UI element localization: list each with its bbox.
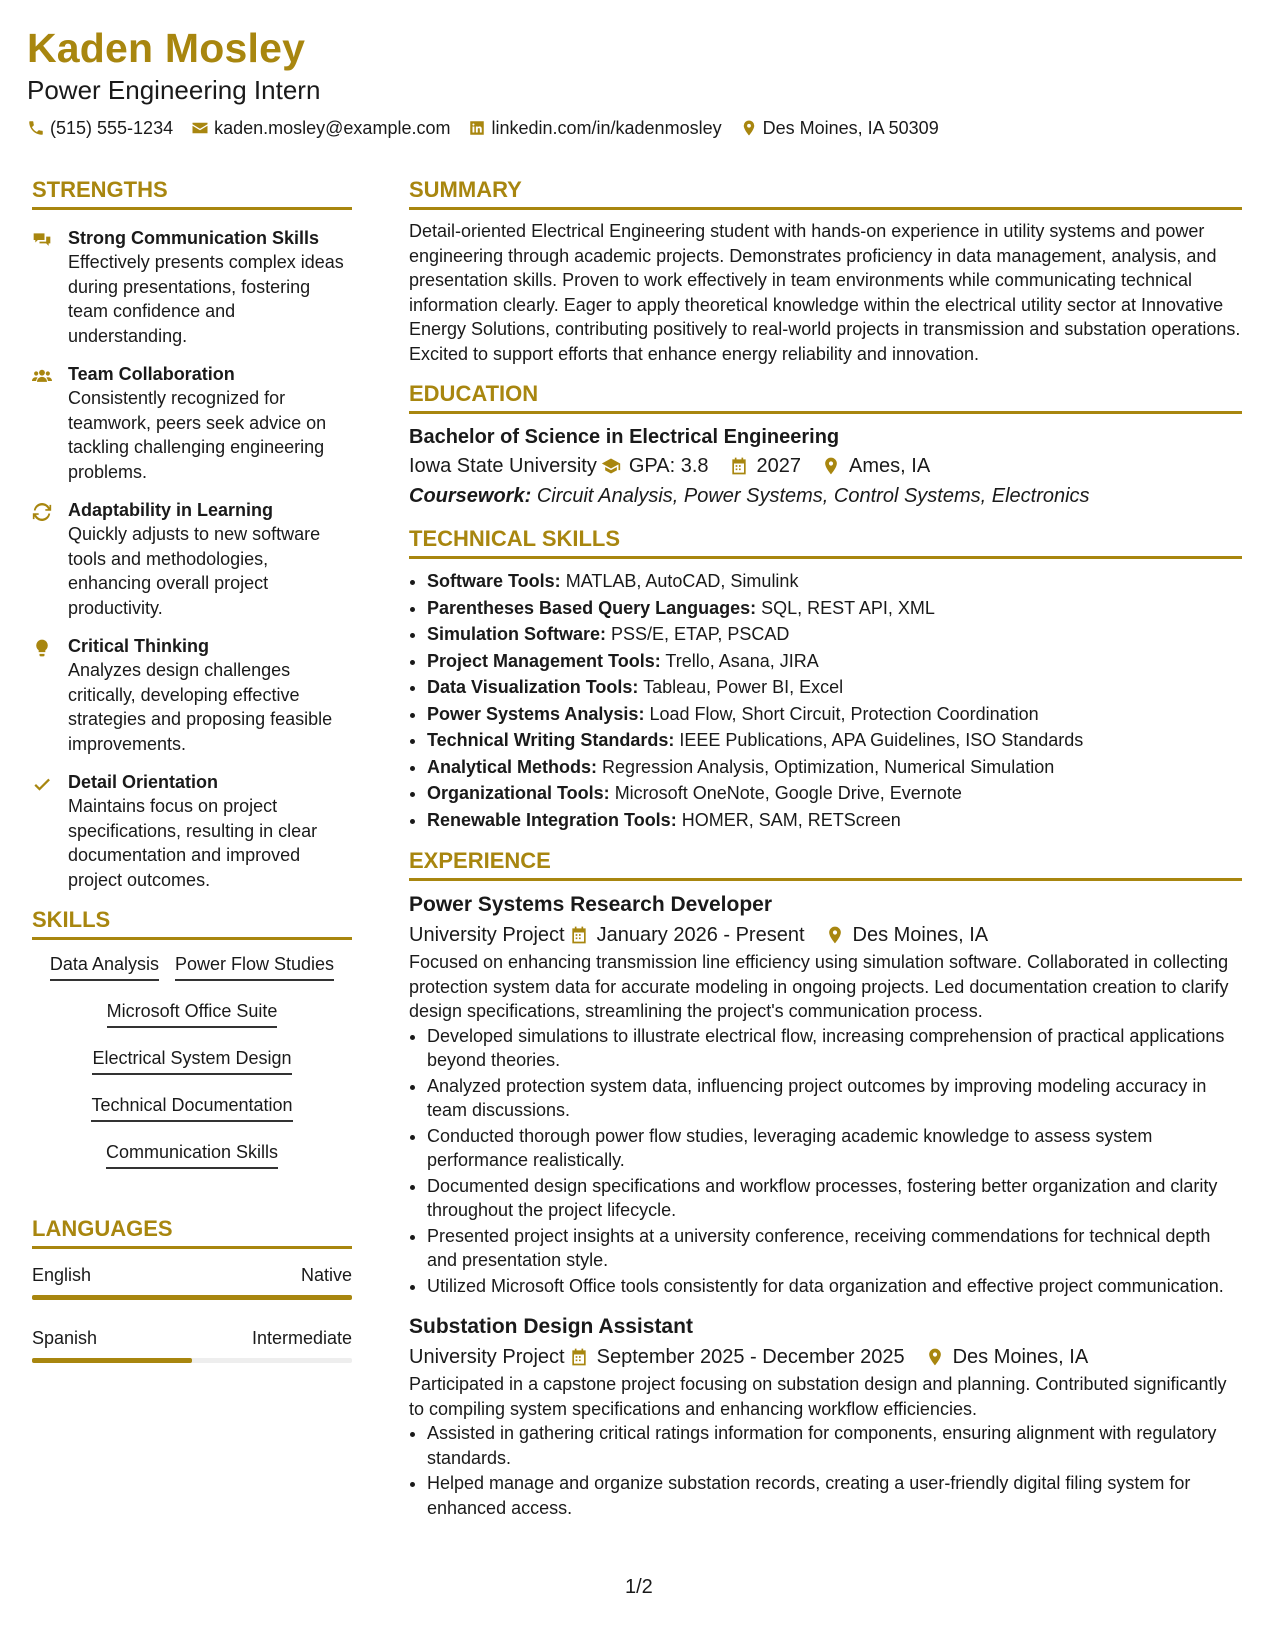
job-entry [409,1312,1242,1520]
language-level: Intermediate [251,1328,352,1348]
experience-heading: EXPERIENCE [409,847,1242,881]
contact-linkedin[interactable] [468,116,721,140]
skills-heading: SKILLS [32,906,352,940]
job-bullet: • Analyzed protection system data, influencing project outcomes by improving modeling accuracy in team discussions. [427,1074,1242,1123]
candidate-name: Kaden Mosley [27,25,306,71]
resume-header [27,22,1248,140]
strength-title: Critical Thinking [68,636,210,656]
skill-tag: Technical Documentation [91,1093,292,1122]
tech-skill-value: Load Flow, Short Circuit, Protection Coordination [649,703,1039,724]
comments-icon [32,230,52,250]
skill-tag: Electrical System Design [92,1046,291,1075]
skill-tag: Data Analysis [50,952,159,981]
tech-skill-item [427,701,1242,728]
job-bullets [409,1421,1242,1520]
language-name: Spanish [32,1328,98,1348]
job-org: University Project [409,1346,565,1368]
job-summary: Focused on enhancing transmission line efficiency using simulation software. Collaborated in collecting protection system data for accurate modeling in ongoing projects. Led documentation creation to clarify design specifications, streamlining the project's communication process. [409,952,1229,1021]
graduation-cap-icon [601,456,621,476]
tech-skill-item [427,780,1242,807]
job-bullet: • Documented design specifications and workflow processes, fostering better organization and clarity throughout the project lifecycle. [427,1174,1242,1223]
map-pin-icon [825,925,845,945]
tech-skill-item [427,727,1242,754]
school-name: Iowa State University [409,455,597,477]
strength-desc: Maintains focus on project specifications, resulting in clear documentation and improved project outcomes. [68,796,318,890]
job-bullet: • Helped manage and organize substation records, creating a user-friendly digital filing system for enhanced access. [427,1471,1242,1520]
tech-skill-value: Regression Analysis, Optimization, Numerical Simulation [602,756,1055,777]
tech-skill-label: Renewable Integration Tools: [427,809,677,830]
tech-skill-label: Project Management Tools: [427,650,661,671]
job-meta [409,1342,1242,1372]
summary-heading: SUMMARY [409,176,1242,210]
tech-skill-label: Technical Writing Standards: [427,730,675,750]
education-heading: EDUCATION [409,380,1242,414]
tech-skill-value: MATLAB, AutoCAD, Simulink [565,571,799,591]
school-location: Ames, IA [849,455,931,477]
location-text: Des Moines, IA 50309 [762,118,939,138]
email-text[interactable]: kaden.mosley@example.com [214,118,451,138]
coursework [409,481,1242,511]
tech-skill-label: Analytical Methods: [427,756,598,777]
contact-phone [27,116,173,140]
job-org: University Project [409,924,565,946]
tech-skill-value: Tableau, Power BI, Excel [643,677,844,697]
tech-skill-value: IEEE Publications, APA Guidelines, ISO Standards [679,730,1084,750]
candidate-title: Power Engineering Intern [27,75,321,105]
contact-location [740,116,939,140]
language-bar [32,1295,352,1300]
tech-skill-label: Organizational Tools: [427,783,610,803]
calendar-icon [569,925,589,945]
job-bullet: • Conducted thorough power flow studies, leveraging academic knowledge to assess system performance realistically. [427,1124,1242,1173]
strength-item [32,634,352,756]
job-title: Substation Design Assistant [409,1315,693,1338]
check-icon [32,774,52,794]
strength-item [32,498,352,620]
job-location: Des Moines, IA [852,924,989,946]
tech-skill-item [427,568,1242,595]
tech-skill-item [427,621,1242,648]
technical-skills-heading: TECHNICAL SKILLS [409,525,1242,559]
language-name: English [32,1265,92,1285]
strength-item [32,226,352,348]
map-pin-icon [821,456,841,476]
language-bar-fill [32,1295,352,1300]
strength-item [32,770,352,892]
right-column [409,176,1242,1534]
sync-icon [32,502,52,522]
contact-bar [27,116,1248,140]
coursework-label: Coursework: [409,485,532,507]
strength-title: Adaptability in Learning [68,500,274,520]
calendar-icon [729,456,749,476]
strengths-list [32,226,352,892]
education-meta [409,451,1242,481]
tech-skill-value: SQL, REST API, XML [761,597,935,618]
language-item [32,1263,352,1300]
tech-skill-item [427,595,1242,622]
map-pin-icon [925,1347,945,1367]
strengths-heading: STRENGTHS [32,176,352,210]
job-bullets [409,1024,1242,1299]
job-dates: January 2026 - Present [596,924,805,946]
tech-skill-value: PSS/E, ETAP, PSCAD [611,624,790,644]
language-bar-fill [32,1358,192,1363]
skill-tag: Microsoft Office Suite [107,999,278,1028]
language-bar [32,1358,352,1363]
language-level: Native [300,1265,352,1285]
coursework-text: Circuit Analysis, Power Systems, Control Systems, Electronics [536,485,1090,507]
linkedin-text[interactable]: linkedin.com/in/kadenmosley [491,118,722,138]
skill-tag: Communication Skills [106,1140,278,1169]
strength-title: Team Collaboration [68,364,235,384]
grad-year: 2027 [756,455,802,477]
tech-skill-label: Parentheses Based Query Languages: [427,597,757,618]
tech-skill-item [427,754,1242,781]
strength-desc: Effectively presents complex ideas during presentations, fostering team confidence and understanding. [68,252,344,346]
job-bullet: • Assisted in gathering critical ratings information for components, ensuring alignment with regulatory standards. [427,1421,1242,1470]
strength-desc: Analyzes design challenges critically, developing effective strategies and proposing feasible improvements. [68,660,333,754]
tech-skill-label: Data Visualization Tools: [427,677,639,697]
tech-skill-item [427,674,1242,701]
users-icon [32,366,52,386]
tech-skill-value: HOMER, SAM, RETScreen [681,809,901,830]
job-bullet: • Developed simulations to illustrate electrical flow, increasing comprehension of practical applications beyond theories. [427,1024,1242,1073]
strength-title: Strong Communication Skills [68,228,320,248]
lightbulb-icon [32,638,52,658]
degree-title: Bachelor of Science in Electrical Engineering [409,426,840,448]
job-dates: September 2025 - December 2025 [596,1346,905,1368]
calendar-icon [569,1347,589,1367]
job-bullet: • Utilized Microsoft Office tools consistently for data organization and effective project communication. [427,1274,1242,1299]
gpa-text: GPA: 3.8 [628,455,709,477]
job-bullet: • Presented project insights at a university conference, receiving commendations for technical depth and presentation style. [427,1224,1242,1273]
tech-skill-label: Software Tools: [427,571,561,591]
technical-skills-list [409,568,1242,833]
job-title: Power Systems Research Developer [409,893,773,916]
job-summary: Participated in a capstone project focusing on substation design and planning. Contributed significantly to compiling system specifications and enhancing workflow efficiencies. [409,1374,1227,1419]
language-item [32,1326,352,1363]
tech-skill-label: Simulation Software: [427,624,607,644]
contact-email[interactable] [191,116,450,140]
job-meta [409,920,1242,950]
summary-text: Detail-oriented Electrical Engineering student with hands-on experience in utility systems and power engineering through academic projects. Demonstrates proficiency in data management, analysis, and presentation skills. Proven to work effectively in team environments while communicating technical information clearly. Eager to apply theoretical knowledge within the electrical utility sector at Innovative Energy Solutions, contributing positively to real-world projects in transmission and substation operations. Excited to support efforts that enhance energy reliability and innovation. [409,221,1241,364]
job-location: Des Moines, IA [952,1346,1089,1368]
job-entry [409,890,1242,1298]
strength-item [32,362,352,484]
left-column [32,176,352,1363]
skill-tag: Power Flow Studies [175,952,334,981]
strength-title: Detail Orientation [68,772,219,792]
phone-text: (515) 555-1234 [50,118,174,138]
page-number: 1/2 [625,1576,653,1598]
linkedin-icon [468,119,486,137]
map-pin-icon [740,119,758,137]
envelope-icon [191,119,209,137]
tech-skill-item [427,807,1242,834]
tech-skill-item [427,648,1242,675]
strength-desc: Consistently recognized for teamwork, peers seek advice on tackling challenging engineering problems. [68,388,327,482]
skills-list [32,952,352,1187]
strength-desc: Quickly adjusts to new software tools and methodologies, enhancing overall project productivity. [68,524,321,618]
languages-heading: LANGUAGES [32,1215,352,1249]
tech-skill-value: Trello, Asana, JIRA [665,650,819,671]
phone-icon [27,119,45,137]
tech-skill-value: Microsoft OneNote, Google Drive, Evernote [614,783,962,803]
tech-skill-label: Power Systems Analysis: [427,703,645,724]
